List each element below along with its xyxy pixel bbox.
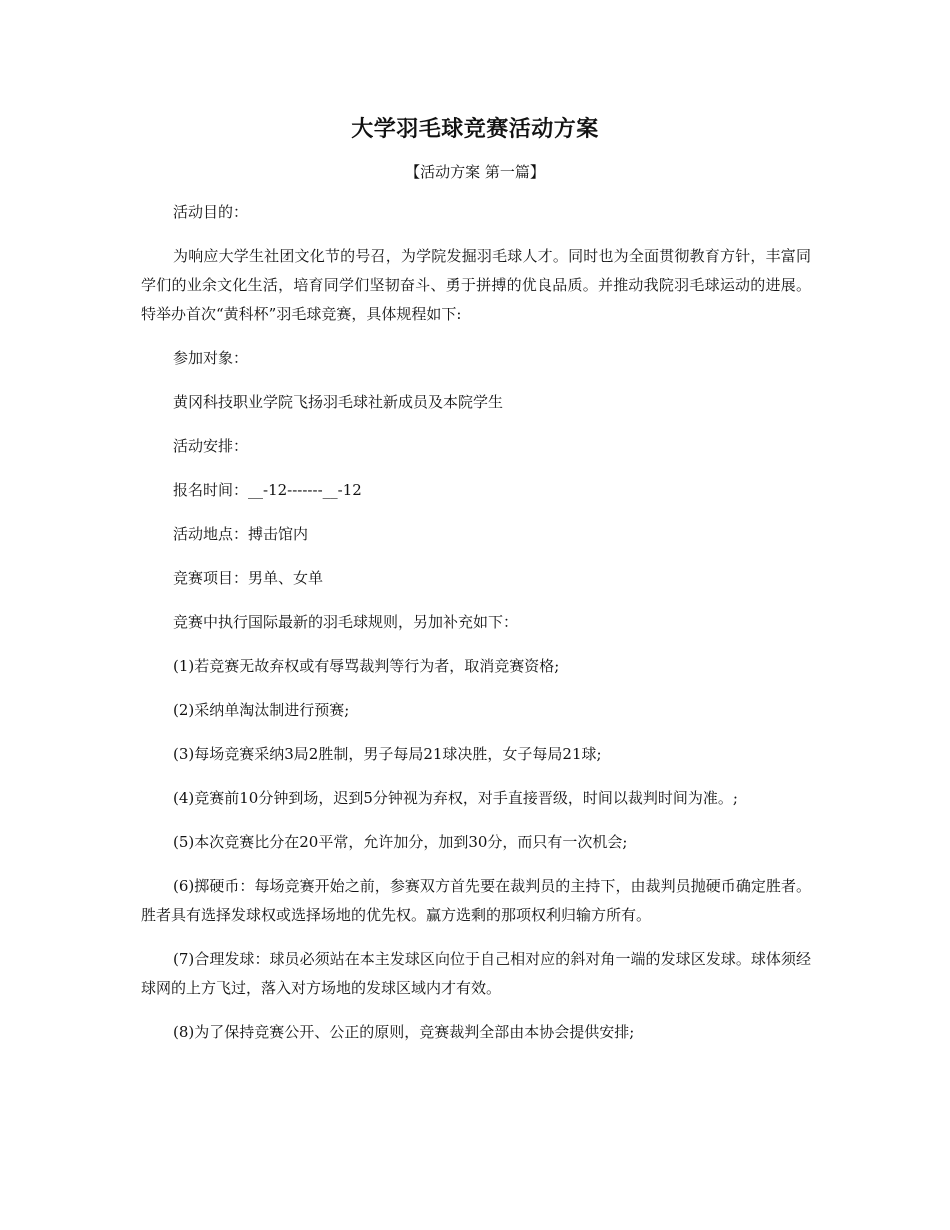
paragraph-arrangement-heading: 活动安排： [173,437,249,455]
paragraph-rule-7: (7)合理发球：球员必须站在本主发球区向位于自己相对应的斜对角一端的发球区发球。球体须经球网的上方飞过，落入对方场地的发球区域内才有效。 [141,950,811,997]
paragraph-rule-8: (8)为了保持竞赛公开、公正的原则，竞赛裁判全部由本协会提供安排; [173,1023,635,1041]
document-body [141,198,811,1062]
document-subtitle: 【活动方案 第一篇】 [405,163,545,181]
paragraph-rule-1: (1)若竞赛无故弃权或有辱骂裁判等行为者，取消竞赛资格; [173,657,560,675]
paragraph-rule-4: (4)竞赛前10分钟到场，迟到5分钟视为弃权，对手直接晋级，时间以裁判时间为准。; [173,789,738,807]
paragraph-venue: 活动地点：搏击馆内 [173,525,309,543]
paragraph-rule-2: (2)采纳单淘汰制进行预赛; [173,701,350,719]
paragraph-participants: 黄冈科技职业学院飞扬羽毛球社新成员及本院学生 [173,393,504,411]
paragraph-purpose-heading: 活动目的： [173,203,249,221]
paragraph-participants-heading: 参加对象： [173,349,249,367]
document-title: 大学羽毛球竞赛活动方案 [351,116,599,142]
paragraph-rule-5: (5)本次竞赛比分在20平常，允许加分，加到30分，而只有一次机会; [173,833,628,851]
paragraph-rule-6: (6)掷硬币：每场竞赛开始之前，参赛双方首先要在裁判员的主持下，由裁判员抛硬币确定胜者。胜者具有选择发球权或选择场地的优先权。赢方选剩的那项权利归输方所有。 [141,877,811,924]
paragraph-rules-intro: 竞赛中执行国际最新的羽毛球规则，另加补充如下： [173,613,519,631]
paragraph-rule-3: (3)每场竞赛采纳3局2胜制，男子每局21球决胜，女子每局21球; [173,745,602,763]
paragraph-purpose: 为响应大学生社团文化节的号召，为学院发掘羽毛球人才。同时也为全面贯彻教育方针，丰富同学们的业余文化生活，培育同学们坚韧奋斗、勇于拼搏的优良品质。并推动我院羽毛球运动的进展。特举办首次“黄科杯”羽毛球竞赛，具体规程如下: [141,247,811,323]
paragraph-registration-time: 报名时间：__-12-------__-12 [173,481,362,499]
paragraph-events: 竞赛项目：男单、女单 [173,569,324,587]
